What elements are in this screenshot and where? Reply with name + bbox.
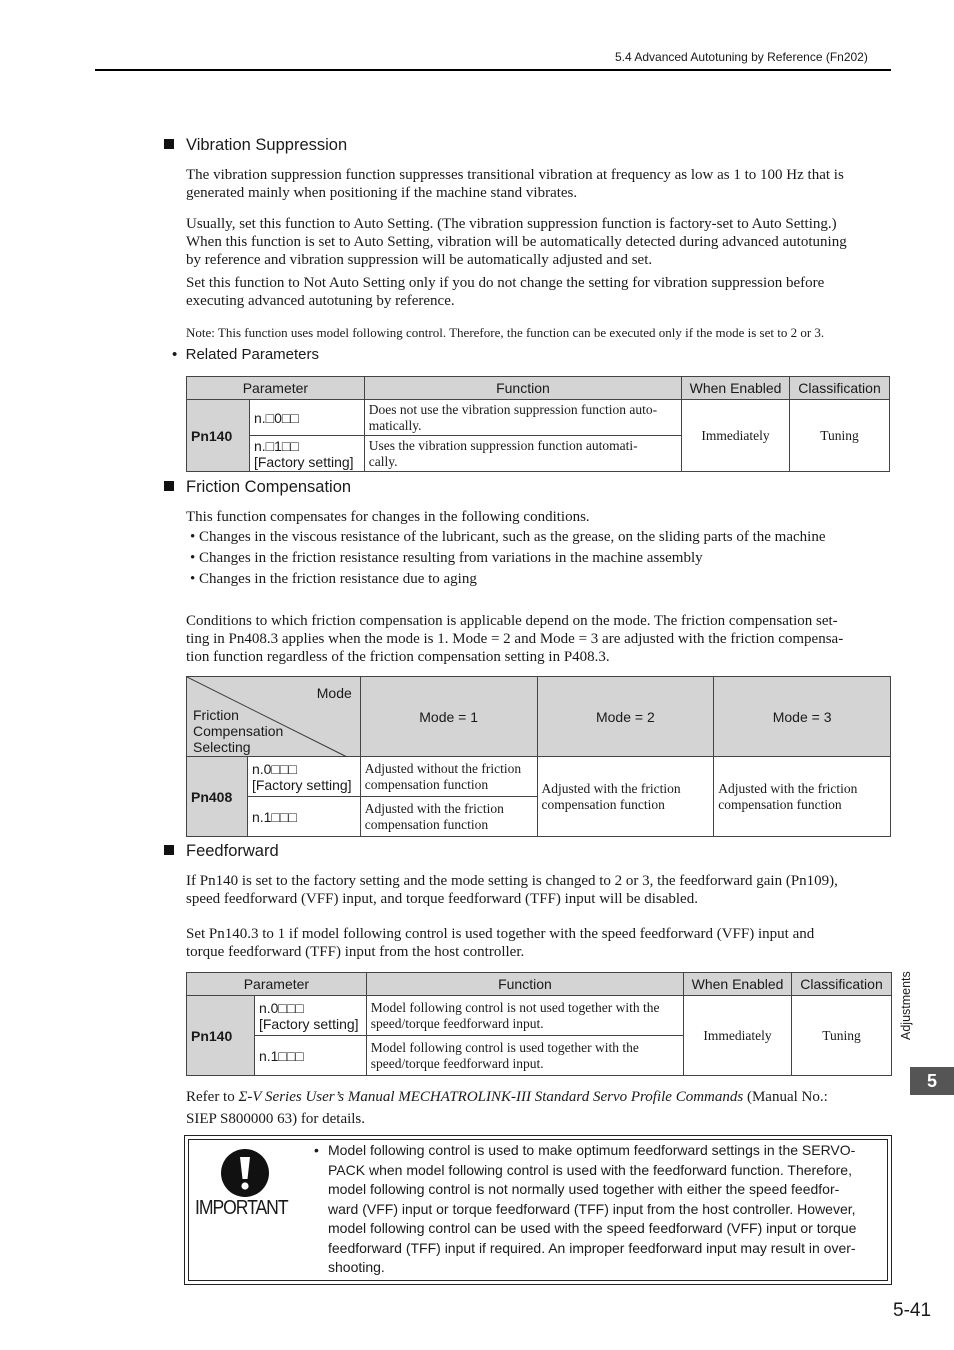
value-text: n.□0□□ <box>253 409 299 426</box>
text-line: generated mainly when positioning if the machine stand vibrates. <box>186 185 578 201</box>
function-description <box>364 400 681 436</box>
side-label-text: Adjustments <box>899 971 913 1040</box>
value-text: n.□1□□ <box>253 437 299 454</box>
text-line: ward (VFF) input or torque feedforward (TFF) input from the host controller. However, <box>328 1200 856 1217</box>
parameter-number: Pn140 <box>187 996 255 1076</box>
text-line: SIEP S800000 63) for details. <box>186 1111 366 1127</box>
table-row <box>187 996 892 1036</box>
text-line: Adjusted with the friction <box>718 780 858 796</box>
friction-bullet: • Changes in the friction resistance resulting from variations in the machine assembly <box>190 550 703 566</box>
value-text: n.1□□□ <box>251 808 297 825</box>
vibration-suppression-heading <box>164 136 347 155</box>
text-line: speed feedforward (VFF) input, and torque feedforward (TFF) input will be disabled. <box>186 891 698 907</box>
parameter-value <box>249 436 364 472</box>
text-line: tion function regardless of the friction compensation setting in P408.3. <box>186 649 610 665</box>
related-parameters-label <box>172 346 319 363</box>
square-bullet-icon <box>164 845 174 855</box>
corner-row-label <box>193 707 283 755</box>
text-line: compensation function <box>718 796 842 812</box>
classification-cell: Tuning <box>792 996 892 1076</box>
text-line: compensation function <box>541 796 665 812</box>
corner-mode-label: Mode <box>316 685 352 701</box>
ref-suffix: (Manual No.: <box>743 1089 828 1105</box>
text-line: Does not use the vibration suppression function auto- <box>368 401 658 417</box>
col-header-mode-2: Mode = 2 <box>537 677 714 757</box>
text-line: executing advanced autotuning by reference. <box>186 293 455 309</box>
bullet-dot: • <box>314 1142 319 1158</box>
text-line: Adjusted without the friction <box>364 760 522 776</box>
mode-2-cell <box>537 757 714 837</box>
friction-bullet: • Changes in the friction resistance due to aging <box>190 571 477 587</box>
when-enabled-cell: Immediately <box>684 996 792 1076</box>
header-rule <box>95 69 891 71</box>
mode-3-cell <box>714 757 891 837</box>
value-text: n.0□□□ <box>258 999 304 1016</box>
col-header-parameter: Parameter <box>187 377 365 400</box>
running-header: 5.4 Advanced Autotuning by Reference (Fn202) <box>615 50 868 64</box>
value-text: n.0□□□ <box>251 760 297 777</box>
friction-mode-table <box>186 676 891 837</box>
col-header-function: Function <box>364 377 681 400</box>
ref-prefix: Refer to <box>186 1089 239 1105</box>
square-bullet-icon <box>164 481 174 491</box>
text-line: Adjusted with the friction <box>364 800 504 816</box>
col-header-classification: Classification <box>792 973 892 996</box>
col-header-parameter: Parameter <box>187 973 367 996</box>
text-line: speed/torque feedforward input. <box>370 1055 544 1071</box>
table-row <box>187 400 890 436</box>
text-line: by reference and vibration suppression will be automatically adjusted and set. <box>186 252 653 268</box>
text-line: Selecting <box>193 739 251 755</box>
text-line: Model following control is used to make optimum feedforward settings in the SERVO- <box>328 1142 856 1158</box>
parameter-value <box>254 996 366 1036</box>
heading-text: Friction Compensation <box>186 478 352 496</box>
col-header-when-enabled: When Enabled <box>684 973 792 996</box>
friction-bullet: • Changes in the viscous resistance of the lubricant, such as the grease, on the sliding parts of the machine <box>190 529 826 545</box>
text-line: Friction <box>193 707 239 723</box>
vibration-paragraph-1 <box>186 166 892 202</box>
chapter-tab: 5 <box>910 1067 954 1095</box>
parameter-value <box>254 1036 366 1076</box>
feedforward-paragraph-2 <box>186 925 890 961</box>
text-line: Set this function to Not Auto Setting only if you do not change the setting for vibration suppression before <box>186 275 825 291</box>
text-line: The vibration suppression function suppresses transitional vibration at frequency as low as 1 to 100 Hz that is <box>186 167 844 183</box>
text-line: model following control can be used with the speed feedforward (VFF) input or torque <box>328 1220 857 1236</box>
function-description <box>364 436 681 472</box>
heading-text: Feedforward <box>186 842 279 860</box>
classification-cell: Tuning <box>789 400 889 472</box>
text-line: PACK when model following control is used with the feedforward function. Therefore, <box>328 1161 852 1178</box>
feedforward-parameter-table <box>186 972 892 1076</box>
sigma-glyph: Σ <box>238 1089 248 1105</box>
reference-text <box>186 1086 890 1130</box>
corner-header-cell <box>187 677 361 757</box>
vibration-parameter-table <box>186 376 890 472</box>
value-note: [Factory setting] <box>253 453 354 470</box>
text-line: shooting. <box>328 1259 385 1275</box>
parameter-value <box>249 400 364 436</box>
parameter-number: Pn140 <box>187 400 250 472</box>
text-line: Compensation <box>193 723 284 739</box>
col-header-mode-1: Mode = 1 <box>360 677 537 757</box>
text-line: When this function is set to Auto Setting, vibration will be automatically detected during advanced autotuning <box>186 234 847 250</box>
text-line: ting in Pn408.3 applies when the mode is 1. Mode = 2 and Mode = 3 are adjusted with the friction compensa- <box>186 631 844 647</box>
text-line: If Pn140 is set to the factory setting and the mode setting is changed to 2 or 3, the feedforward gain (Pn109), <box>186 873 838 889</box>
text-line: compensation function <box>364 776 489 792</box>
parameter-value <box>247 757 360 797</box>
text-line: Usually, set this function to Auto Setting. (The vibration suppression function is factory-set to Auto Setting.) <box>186 216 837 232</box>
col-header-classification: Classification <box>789 377 889 400</box>
vibration-paragraph-2 <box>186 215 892 269</box>
friction-compensation-heading <box>164 478 351 497</box>
col-header-function: Function <box>366 973 683 996</box>
text-line: Uses the vibration suppression function automati- <box>368 437 638 453</box>
feedforward-heading <box>164 842 279 861</box>
text-line: Set Pn140.3 to 1 if model following control is used together with the speed feedforward (VFF) input and <box>186 926 815 942</box>
heading-text: Vibration Suppression <box>186 136 348 154</box>
friction-paragraph <box>186 612 890 666</box>
manual-title: -V Series User’s Manual MECHATROLINK-III Standard Servo Profile Commands <box>247 1089 744 1105</box>
text-line: speed/torque feedforward input. <box>370 1015 544 1031</box>
text-line: Model following control is used together with the <box>370 1039 639 1055</box>
table-row <box>187 757 891 797</box>
text-line: matically. <box>368 417 422 433</box>
text-line: model following control is not normally used together with either the speed feedfor- <box>328 1181 840 1197</box>
text-line: compensation function <box>364 816 489 832</box>
square-bullet-icon <box>164 139 174 149</box>
important-text <box>314 1141 886 1278</box>
when-enabled-cell: Immediately <box>682 400 790 472</box>
text-line: Model following control is not used together with the <box>370 999 660 1015</box>
mode-1-cell <box>360 757 537 797</box>
col-header-when-enabled: When Enabled <box>682 377 790 400</box>
vibration-note: Note: This function uses model following control. Therefore, the function can be executed only if the mode is set to 2 or 3. <box>186 325 825 340</box>
bullet-dot: • <box>172 346 178 363</box>
function-description <box>366 996 683 1036</box>
value-text: n.1□□□ <box>258 1047 304 1064</box>
important-label: IMPORTANT <box>195 1197 288 1219</box>
parameter-number: Pn408 <box>187 757 248 837</box>
chapter-side-label <box>893 960 933 1040</box>
exclamation-icon <box>220 1148 270 1198</box>
page-number: 5-41 <box>893 1300 932 1321</box>
text-line: cally. <box>368 453 398 469</box>
friction-intro: This function compensates for changes in the following conditions. <box>186 509 590 525</box>
text-line: Adjusted with the friction <box>541 780 681 796</box>
vibration-paragraph-3 <box>186 274 892 310</box>
mode-1-cell <box>360 797 537 837</box>
text-line <box>186 1086 890 1108</box>
value-note: [Factory setting] <box>251 776 352 793</box>
feedforward-paragraph-1 <box>186 872 890 908</box>
col-header-mode-3: Mode = 3 <box>714 677 891 757</box>
text-line: Conditions to which friction compensation is applicable depend on the mode. The friction compensation set- <box>186 613 838 629</box>
text-line: torque feedforward (TFF) input from the host controller. <box>186 944 525 960</box>
value-note: [Factory setting] <box>258 1015 359 1032</box>
text-line: feedforward (TFF) input if required. An improper feedforward input may result in over- <box>328 1239 856 1256</box>
function-description <box>366 1036 683 1076</box>
parameter-value <box>247 797 360 837</box>
related-text: Related Parameters <box>185 346 320 363</box>
